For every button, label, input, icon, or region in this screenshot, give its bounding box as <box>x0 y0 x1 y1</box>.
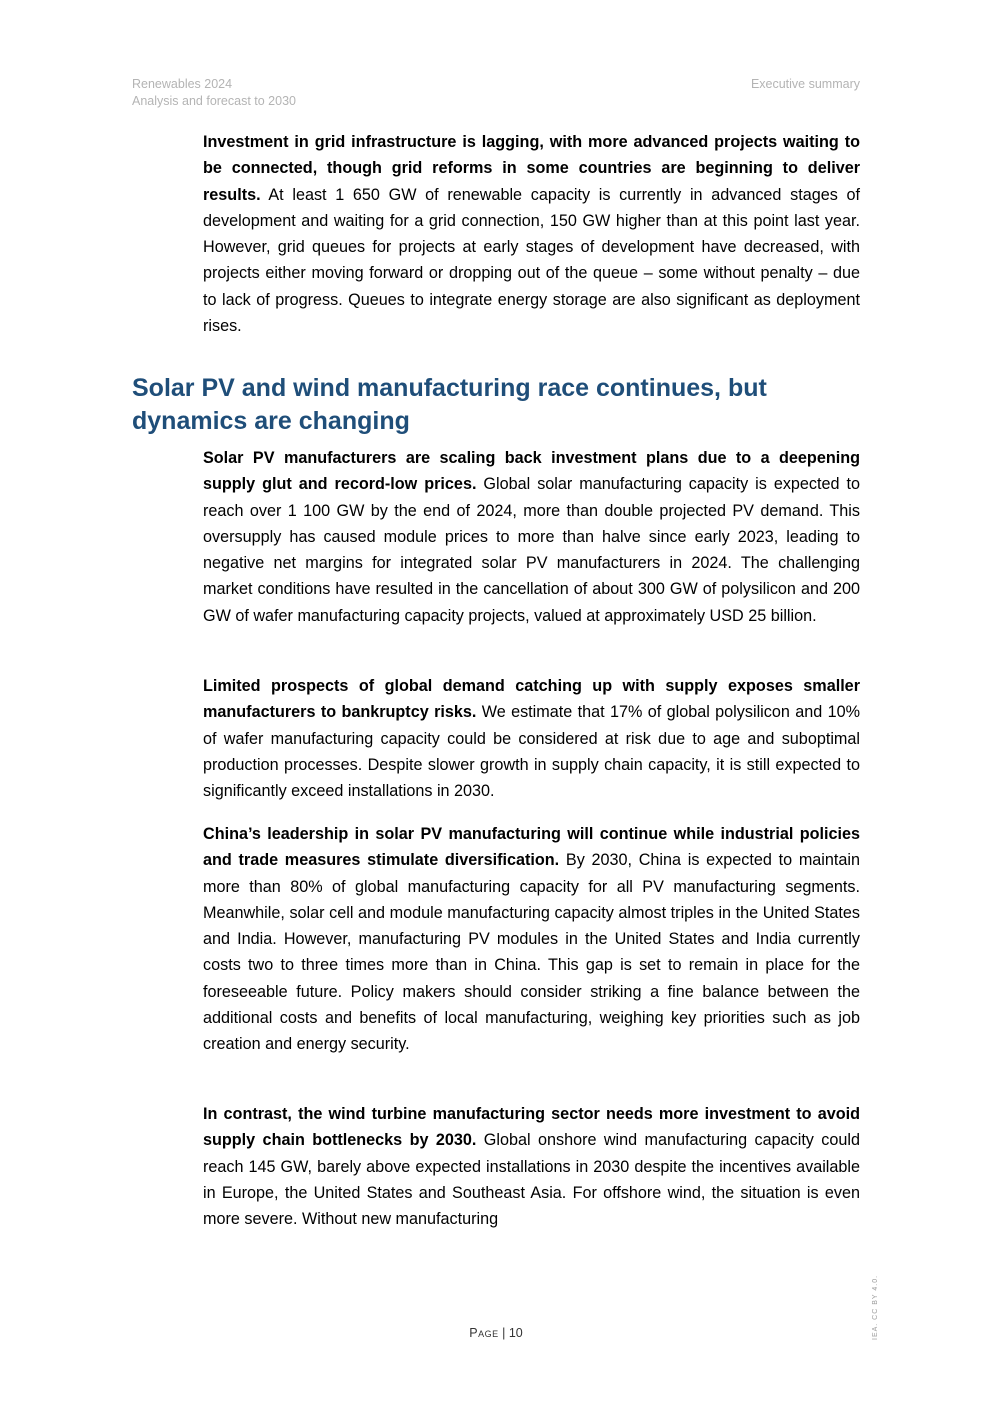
paragraph-solar-investment <box>203 445 860 629</box>
paragraph-body: We estimate that 17% of global polysilicon and 10% of wafer manufacturing capacity could be considered at risk due to age and suboptimal production processes. Despite slower growth in supply chain capacity, it is still expected to significantly exceed installations in 2030. <box>203 703 860 801</box>
section-heading: Solar PV and wind manufacturing race continues, but dynamics are changing <box>132 374 767 435</box>
paragraph-lead: Limited prospects of global demand catching up with supply exposes smaller manufacturers to bankruptcy risks. <box>203 677 860 722</box>
document-header <box>132 76 296 110</box>
paragraph-body: Global onshore wind manufacturing capacity could reach 145 GW, barely above expected installations in 2030 despite the incentives available in Europe, the United States and Southeast Asia. For offshore wind, the situation is even more severe. Without new manufacturing <box>203 1131 860 1229</box>
page-separator: | <box>498 1326 509 1340</box>
paragraph-bankruptcy-risk <box>203 673 860 804</box>
page-number-footer <box>0 1326 992 1340</box>
section-label: Executive summary <box>750 77 860 91</box>
paragraph-lead: Investment in grid infrastructure is lagging, with more advanced projects waiting to be connected, though grid reforms in some countries are beginning to deliver results. <box>203 133 860 204</box>
paragraph-lead: China’s leadership in solar PV manufacturing will continue while industrial policies and trade measures stimulate diversification. <box>203 825 860 870</box>
paragraph-china-leadership <box>203 821 860 1058</box>
paragraph-body: At least 1 650 GW of renewable capacity is currently in advanced stages of development and waiting for a grid connection, 150 GW higher than at this point last year. However, grid queues for projects at early stages of development have decreased, with projects either moving forward or dropping out of the queue – some without penalty – due to lack of progress. Queues to integrate energy storage are also significant as deployment rises. <box>203 185 860 336</box>
license-notice: IEA. CC BY 4.0. <box>872 1274 879 1340</box>
paragraph-lead: Solar PV manufacturers are scaling back investment plans due to a deepening supply glut and record-low prices. <box>203 449 860 494</box>
page-number: 10 <box>508 1326 523 1340</box>
page-label: Page <box>469 1326 499 1340</box>
paragraph-wind-manufacturing <box>203 1101 860 1232</box>
report-subtitle: Analysis and forecast to 2030 <box>132 94 296 108</box>
paragraph-grid-investment <box>203 129 860 339</box>
report-title: Renewables 2024 <box>132 77 233 91</box>
paragraph-body: Global solar manufacturing capacity is expected to reach over 1 100 GW by the end of 2024, more than double projected PV demand. This oversupply has caused module prices to more than halve since early 2023, leading to negative net margins for integrated solar PV manufacturers in 2024. The challenging market conditions have resulted in the cancellation of about 300 GW of polysilicon and 200 GW of wafer manufacturing capacity projects, valued at approximately USD 25 billion. <box>203 475 860 625</box>
paragraph-body: By 2030, China is expected to maintain more than 80% of global manufacturing capacity for all PV manufacturing segments. Meanwhile, solar cell and module manufacturing capacity almost triples in the United States and India. However, manufacturing PV modules in the United States and India currently costs two to three times more than in China. This gap is set to remain in place for the foreseeable future. Policy makers should consider striking a fine balance between the additional costs and benefits of local manufacturing, weighing key priorities such as job creation and energy security. <box>203 851 861 1054</box>
paragraph-lead: In contrast, the wind turbine manufacturing sector needs more investment to avoid supply chain bottlenecks by 2030. <box>203 1105 860 1150</box>
